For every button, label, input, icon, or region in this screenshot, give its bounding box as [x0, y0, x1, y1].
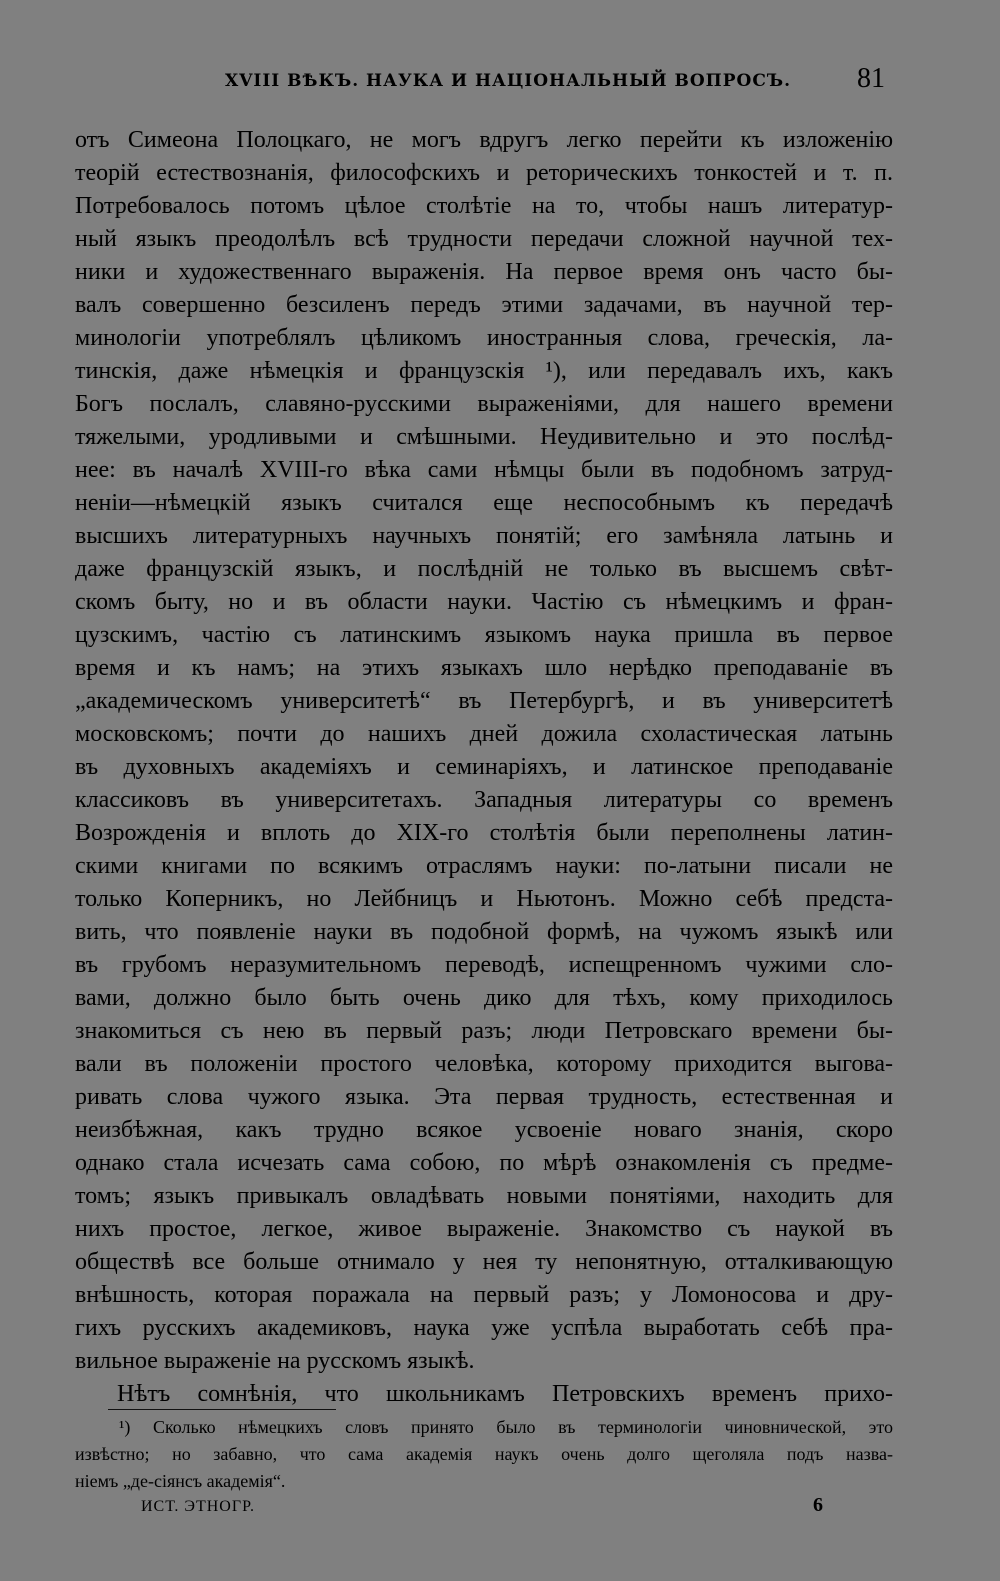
- footnote-line: извѣстно; но забавно, что сама академія наукъ очень долго щеголяла подъ назва-: [75, 1444, 893, 1464]
- text-line: однако стала исчезать сама собою, по мѣрѣ ознакомленія съ предме-: [75, 1150, 893, 1176]
- text-line: даже французскій языкъ, и послѣдній не только въ высшемъ свѣт-: [75, 556, 893, 582]
- text-line: классиковъ въ университетахъ. Западныя литературы со временъ: [75, 787, 893, 813]
- text-line: обществѣ все больше отнимало у нея ту непонятную, отталкивающую: [75, 1249, 893, 1275]
- text-line: тяжелыми, уродливыми и смѣшными. Неудивительно и это послѣд-: [75, 424, 893, 450]
- text-line: „академическомъ университетѣ“ въ Петербургѣ, и въ университетѣ: [75, 688, 893, 714]
- text-line: гихъ русскихъ академиковъ, наука уже успѣла выработать себѣ пра-: [75, 1315, 893, 1341]
- text-line: время и къ намъ; на этихъ языкахъ шло нерѣдко преподаваніе въ: [75, 655, 893, 681]
- text-line: ривать слова чужого языка. Эта первая трудность, естественная и: [75, 1084, 893, 1110]
- text-line: скими книгами по всякимъ отраслямъ науки: по-латыни писали не: [75, 853, 893, 879]
- text-line: валъ совершенно безсиленъ передъ этими задачами, въ научной тер-: [75, 292, 893, 318]
- sheet-number: 6: [813, 1494, 823, 1516]
- text-line: тинскія, даже нѣмецкія и французскія ¹), или передавалъ ихъ, какъ: [75, 358, 893, 384]
- text-line: вами, должно было быть очень дико для тѣхъ, кому приходилось: [75, 985, 893, 1011]
- text-line: высшихъ литературныхъ научныхъ понятій; его замѣняла латынь и: [75, 523, 893, 549]
- text-line: ный языкъ преодолѣлъ всѣ трудности передачи сложной научной тех-: [75, 226, 893, 252]
- footnote-line: ¹) Сколько нѣмецкихъ словъ принято было въ терминологіи чиновнической, это: [119, 1417, 893, 1437]
- running-title: XVIII ВѢКЪ. НАУКА И НАЦІОНАЛЬНЫЙ ВОПРОСЪ.: [225, 71, 792, 91]
- text-line: неизбѣжная, какъ трудно всякое усвоеніе новаго знанія, скоро: [75, 1117, 893, 1143]
- text-line: Богъ послалъ, славяно-русскими выраженіями, для нашего времени: [75, 391, 893, 417]
- text-line: цузскимъ, частію съ латинскимъ языкомъ наука пришла въ первое: [75, 622, 893, 648]
- footnote-rule: [108, 1409, 336, 1410]
- text-line: минологіи употреблялъ цѣликомъ иностранныя слова, греческія, ла-: [75, 325, 893, 351]
- footnote-line: ніемъ „де-сіянсъ академія“.: [75, 1471, 286, 1491]
- body-text: [75, 124, 893, 1411]
- printer-signature: ИСТ. ЭТНОГР.: [141, 1498, 255, 1515]
- text-line: теорій естествознанія, философскихъ и реторическихъ тонкостей и т. п.: [75, 160, 893, 186]
- text-line: московскомъ; почти до нашихъ дней дожила схоластическая латынь: [75, 721, 893, 747]
- text-line: въ грубомъ неразумительномъ переводѣ, испещренномъ чужими сло-: [75, 952, 893, 978]
- text-line: нихъ простое, легкое, живое выраженіе. Знакомство съ наукой въ: [75, 1216, 893, 1242]
- running-head: [75, 63, 893, 103]
- text-line: Потребовалось потомъ цѣлое столѣтіе на то, чтобы нашъ литератур-: [75, 193, 893, 219]
- text-line: ники и художественнаго выраженія. На первое время онъ часто бы-: [75, 259, 893, 285]
- text-line: скомъ быту, но и въ области науки. Частію съ нѣмецкимъ и фран-: [75, 589, 893, 615]
- text-line: только Коперникъ, но Лейбницъ и Ньютонъ. Можно себѣ предста-: [75, 886, 893, 912]
- text-line-paragraph-start: Нѣтъ сомнѣнія, что школьникамъ Петровскихъ временъ прихо-: [117, 1381, 893, 1407]
- text-line: неніи—нѣмецкій языкъ считался еще неспособнымъ къ передачѣ: [75, 490, 893, 516]
- page-footer: [75, 1494, 893, 1524]
- text-line-paragraph-end: вильное выраженіе на русскомъ языкѣ.: [75, 1348, 475, 1374]
- page-number: 81: [857, 63, 885, 94]
- text-line: вить, что появленіе науки въ подобной формѣ, на чужомъ языкѣ или: [75, 919, 893, 945]
- text-line: отъ Симеона Полоцкаго, не могъ вдругъ легко перейти къ изложенію: [75, 127, 893, 153]
- text-line: знакомиться съ нею въ первый разъ; люди Петровскаго времени бы-: [75, 1018, 893, 1044]
- footnotes: [75, 1414, 893, 1495]
- text-line: нее: въ началѣ XVIII-го вѣка сами нѣмцы были въ подобномъ затруд-: [75, 457, 893, 483]
- text-line: внѣшность, которая поражала на первый разъ; у Ломоносова и дру-: [75, 1282, 893, 1308]
- text-line: вали въ положеніи простого человѣка, которому приходится выгова-: [75, 1051, 893, 1077]
- text-line: въ духовныхъ академіяхъ и семинаріяхъ, и латинское преподаваніе: [75, 754, 893, 780]
- text-line: Возрожденія и вплоть до XIX-го столѣтія были переполнены латин-: [75, 820, 893, 846]
- text-line: томъ; языкъ привыкалъ овладѣвать новыми понятіями, находить для: [75, 1183, 893, 1209]
